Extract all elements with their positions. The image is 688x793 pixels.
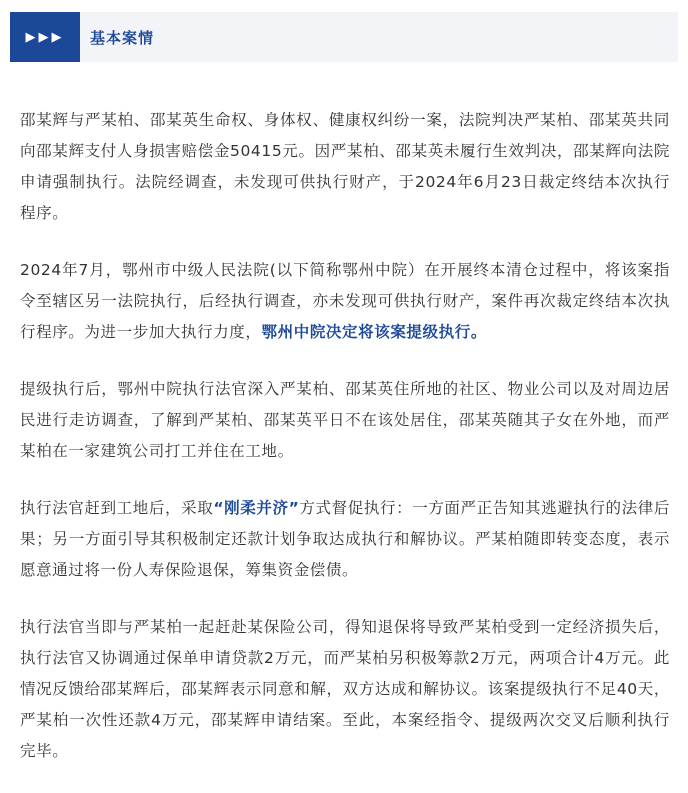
arrow-icon-block: [10, 12, 80, 62]
article-body: [20, 105, 670, 793]
paragraph-text: 提级执行后，鄂州中院执行法官深入严某柏、邵某英住所地的社区、物业公司以及对周边居民进行走访调查，了解到严某柏、邵某英平日不在该处居住，邵某英随其子女在外地，而严某柏在一家建筑公司打工并住在工地。: [20, 380, 670, 460]
highlighted-text: 鄂州中院决定将该案提级执行。: [261, 323, 487, 341]
section-header: [10, 12, 678, 62]
paragraph-text: 执行法官赶到工地后，采取: [20, 499, 214, 517]
paragraph-4: [20, 493, 670, 586]
paragraph-text: 邵某辉与严某柏、邵某英生命权、身体权、健康权纠纷一案，法院判决严某柏、邵某英共同向邵某辉支付人身损害赔偿金50415元。因严某柏、邵某英未履行生效判决，邵某辉向法院申请强制执行。法院经调查，未发现可供执行财产，于2024年6月23日裁定终结本次执行程序。: [20, 111, 670, 222]
triple-arrow-icon: ▶▶▶: [25, 29, 65, 45]
paragraph-text: 2024年7月，鄂州市中级人民法院(以下简称鄂州中院）在开展终本清仓过程中，将该案指令至辖区另一法院执行，后经执行调查，亦未发现可供执行财产，案件再次裁定终结本次执行程序。为进一步加大执行力度，: [20, 261, 670, 341]
paragraph-3: [20, 374, 670, 467]
paragraph-text: 方式督促执行：一方面严正告知其逃避执行的法律后果；另一方面引导其积极制定还款计划争取达成执行和解协议。严某柏随即转变态度，表示愿意通过将一份人寿保险退保，筹集资金偿债。: [20, 499, 670, 579]
paragraph-1: [20, 105, 670, 229]
paragraph-2: [20, 255, 670, 348]
paragraph-5: [20, 612, 670, 767]
paragraph-text: 执行法官当即与严某柏一起赶赴某保险公司，得知退保将导致严某柏受到一定经济损失后，执行法官又协调通过保单申请贷款2万元，而严某柏另积极筹款2万元，两项合计4万元。此情况反馈给邵某辉后，邵某辉表示同意和解，双方达成和解协议。该案提级执行不足40天，严某柏一次性还款4万元，邵某辉申请结案。至此，本案经指令、提级两次交叉后顺利执行完毕。: [20, 618, 670, 760]
section-title: 基本案情: [90, 28, 155, 47]
highlighted-text: “刚柔并济”: [213, 499, 300, 517]
